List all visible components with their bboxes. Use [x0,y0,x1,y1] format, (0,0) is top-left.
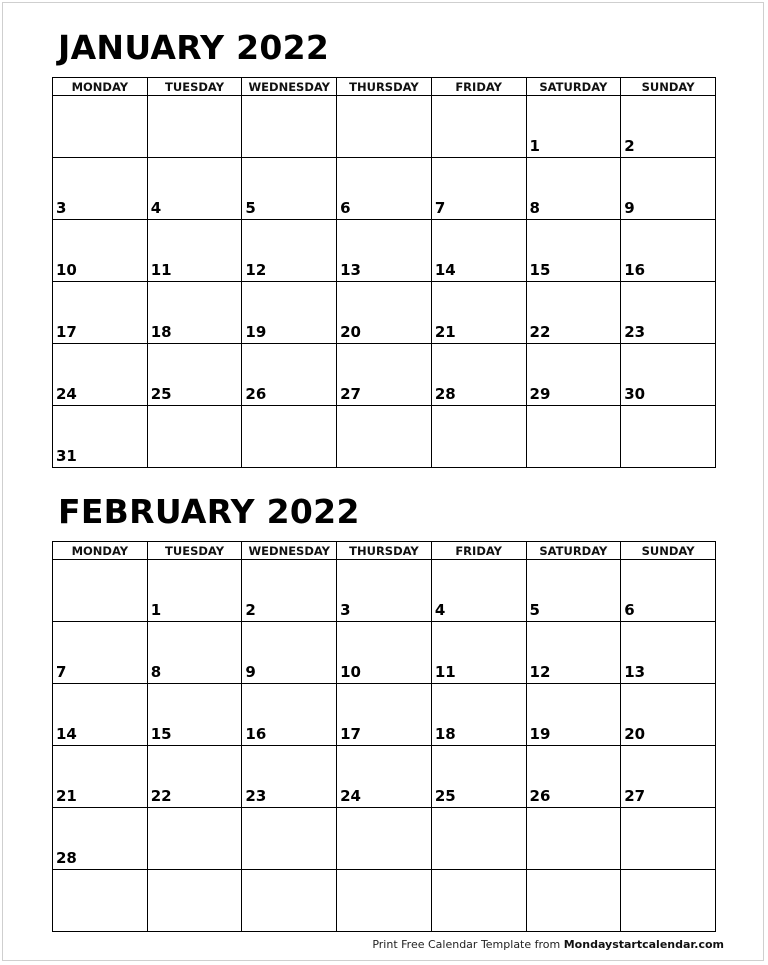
weekday-header: FRIDAY [431,78,526,96]
day-cell [431,344,526,406]
day-number: 20 [624,725,646,743]
day-cell [242,560,337,622]
day-number: 18 [434,725,456,743]
day-cell [621,684,716,746]
day-number [337,849,431,869]
day-cell [431,282,526,344]
day-number: 28 [56,849,77,867]
day-cell [431,808,526,870]
day-cell [621,220,716,282]
day-cell [242,282,337,344]
day-number: 12 [529,663,551,681]
day-cell [621,808,716,870]
weekday-header: SATURDAY [526,542,621,560]
day-number: 27 [340,385,361,403]
day-number: 6 [624,601,635,619]
day-cell [621,560,716,622]
weekday-header: SUNDAY [621,542,716,560]
day-number: 5 [529,601,540,619]
day-cell [337,344,432,406]
weekday-header: THURSDAY [337,78,432,96]
day-number [148,911,242,931]
week-row [53,344,716,406]
day-number: 18 [150,323,172,341]
day-cell [53,96,148,158]
day-number [242,849,336,869]
week-row [53,158,716,220]
day-number: 14 [434,261,456,279]
day-number: 5 [245,199,256,217]
day-cell [53,746,148,808]
day-number: 23 [245,787,267,805]
day-cell [621,406,716,468]
week-row [53,560,716,622]
day-number: 13 [340,261,361,279]
day-cell [53,808,148,870]
week-row [53,808,716,870]
day-cell [147,220,242,282]
day-cell [147,622,242,684]
day-cell [526,96,621,158]
day-cell [526,684,621,746]
day-number: 13 [624,663,646,681]
day-number [337,911,431,931]
day-number: 24 [56,385,77,403]
day-number: 2 [624,137,635,155]
day-number: 2 [245,601,256,619]
day-cell [242,808,337,870]
day-number: 25 [150,385,172,403]
weekday-header: SATURDAY [526,78,621,96]
calendar-grid-january [52,77,716,468]
day-number [621,447,715,467]
day-cell [526,746,621,808]
day-number: 23 [624,323,646,341]
day-cell [526,870,621,932]
day-cell [53,158,148,220]
day-cell [53,220,148,282]
day-number [527,447,621,467]
day-cell [147,560,242,622]
weekday-header: MONDAY [53,542,148,560]
day-number: 21 [434,323,456,341]
day-cell [337,158,432,220]
day-number [432,849,526,869]
day-number: 9 [245,663,256,681]
day-number [432,911,526,931]
day-number: 16 [245,725,267,743]
day-number: 28 [434,385,456,403]
weekday-header: FRIDAY [431,542,526,560]
day-number [432,137,526,157]
weekday-header: WEDNESDAY [242,78,337,96]
day-cell [621,96,716,158]
day-number: 19 [245,323,267,341]
day-number: 26 [529,787,551,805]
day-number: 22 [529,323,551,341]
day-number [621,911,715,931]
day-cell [337,622,432,684]
day-number: 9 [624,199,635,217]
day-number [527,849,621,869]
day-number: 25 [434,787,456,805]
month-title-january: JANUARY 2022 [58,28,330,67]
day-number: 6 [340,199,351,217]
month-title-february: FEBRUARY 2022 [58,492,360,531]
day-cell [242,870,337,932]
day-number: 20 [340,323,361,341]
day-cell [147,746,242,808]
day-number: 30 [624,385,646,403]
day-number: 21 [56,787,77,805]
day-number: 15 [529,261,551,279]
day-cell [53,870,148,932]
weekday-header-row [53,542,716,560]
day-cell [337,870,432,932]
day-cell [337,282,432,344]
day-cell [147,808,242,870]
day-cell [526,282,621,344]
day-number: 22 [150,787,172,805]
day-cell [337,684,432,746]
day-number: 11 [150,261,172,279]
week-row [53,220,716,282]
day-cell [526,560,621,622]
footer-text: Print Free Calendar Template from [372,938,564,951]
day-number [242,447,336,467]
day-number: 17 [56,323,77,341]
day-number [621,849,715,869]
weekday-header: THURSDAY [337,542,432,560]
week-row [53,282,716,344]
day-number: 19 [529,725,551,743]
day-cell [621,282,716,344]
day-number: 8 [529,199,540,217]
day-cell [53,622,148,684]
day-number [53,137,147,157]
day-number: 31 [56,447,77,465]
day-number [148,849,242,869]
day-number: 17 [340,725,361,743]
day-number [242,137,336,157]
day-number: 24 [340,787,361,805]
day-cell [621,344,716,406]
weekday-header: WEDNESDAY [242,542,337,560]
week-row [53,406,716,468]
day-number: 10 [340,663,361,681]
day-number: 1 [529,137,540,155]
day-number: 7 [56,663,67,681]
day-number [242,911,336,931]
day-cell [431,870,526,932]
day-cell [53,684,148,746]
day-cell [526,622,621,684]
day-number: 4 [150,199,162,217]
day-cell [621,622,716,684]
day-cell [53,406,148,468]
day-cell [337,220,432,282]
calendar-grid-february [52,541,716,932]
day-number [53,911,147,931]
day-cell [526,808,621,870]
day-cell [431,220,526,282]
day-number: 3 [56,199,67,217]
day-cell [431,746,526,808]
day-cell [147,282,242,344]
week-row [53,684,716,746]
day-cell [431,96,526,158]
day-number: 10 [56,261,77,279]
day-cell [337,406,432,468]
day-number: 27 [624,787,646,805]
day-cell [147,158,242,220]
day-cell [526,220,621,282]
day-number: 11 [434,663,456,681]
day-cell [621,158,716,220]
day-cell [242,622,337,684]
day-number [53,601,147,621]
day-number: 15 [150,725,172,743]
day-number: 3 [340,601,351,619]
day-cell [526,158,621,220]
day-number [432,447,526,467]
day-cell [147,344,242,406]
day-cell [242,746,337,808]
day-cell [53,282,148,344]
week-row [53,96,716,158]
day-cell [621,870,716,932]
footer-site-link[interactable]: Mondaystartcalendar.com [563,938,724,951]
week-row [53,622,716,684]
day-cell [242,406,337,468]
day-number [148,447,242,467]
week-row [53,746,716,808]
day-number: 16 [624,261,646,279]
day-cell [431,406,526,468]
day-number [337,137,431,157]
day-cell [242,158,337,220]
weekday-header: SUNDAY [621,78,716,96]
day-cell [431,560,526,622]
day-cell [242,96,337,158]
day-cell [147,406,242,468]
day-cell [53,344,148,406]
day-number: 12 [245,261,267,279]
calendar-body [53,560,716,932]
day-cell [337,96,432,158]
day-cell [53,560,148,622]
day-cell [147,684,242,746]
weekday-header: TUESDAY [147,542,242,560]
day-number: 1 [150,601,162,619]
day-cell [431,684,526,746]
day-number: 7 [434,199,446,217]
day-cell [147,870,242,932]
day-number: 4 [434,601,446,619]
day-cell [242,220,337,282]
day-cell [242,344,337,406]
day-cell [147,96,242,158]
weekday-header: MONDAY [53,78,148,96]
day-number: 29 [529,385,551,403]
weekday-header: TUESDAY [147,78,242,96]
weekday-header-row [53,78,716,96]
calendar-body [53,96,716,468]
day-cell [337,746,432,808]
day-number: 8 [150,663,162,681]
day-number [527,911,621,931]
day-number [337,447,431,467]
day-number: 14 [56,725,77,743]
day-cell [242,684,337,746]
week-row [53,870,716,932]
day-number [148,137,242,157]
day-cell [621,746,716,808]
day-number: 26 [245,385,267,403]
day-cell [526,406,621,468]
day-cell [431,622,526,684]
footer-credit [372,938,724,951]
day-cell [337,560,432,622]
day-cell [526,344,621,406]
day-cell [337,808,432,870]
day-cell [431,158,526,220]
